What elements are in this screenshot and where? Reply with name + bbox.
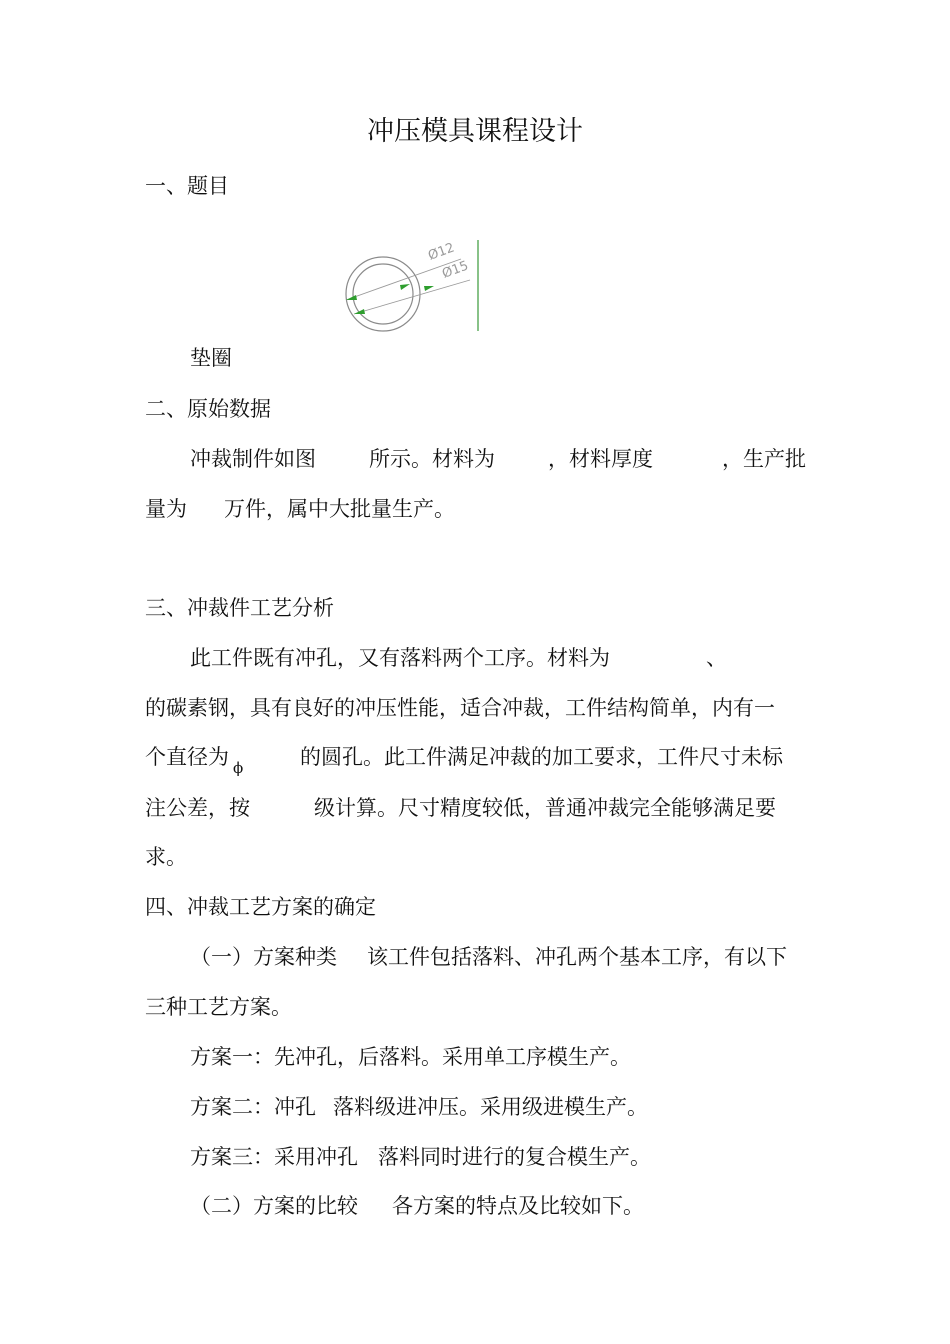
washer-figure xyxy=(338,234,488,338)
text-fragment: 落料级进冲压。采用级进模生产。 xyxy=(333,1095,648,1119)
section-1-heading: 一、题目 xyxy=(145,174,229,198)
text-fragment: 冲裁制件如图 xyxy=(190,447,316,471)
text-line: 的碳素钢，具有良好的冲压性能，适合冲裁，工件结构简单，内有一 xyxy=(145,696,775,720)
text-fragment: 量为 xyxy=(145,497,187,521)
section-3-heading: 三、冲裁件工艺分析 xyxy=(145,596,334,620)
text-fragment: 、 xyxy=(706,646,727,670)
plan-1: 方案一：先冲孔，后落料。采用单工序模生产。 xyxy=(190,1045,631,1069)
text-fragment: 万件，属中大批量生产。 xyxy=(224,497,455,521)
document-title: 冲压模具课程设计 xyxy=(367,116,583,147)
text-fragment: （一）方案种类 xyxy=(190,945,337,969)
text-fragment: （二）方案的比较 xyxy=(190,1194,358,1218)
text-fragment: 各方案的特点及比较如下。 xyxy=(392,1194,644,1218)
text-line: 求。 xyxy=(145,845,187,869)
text-fragment: 个直径为 xyxy=(145,745,229,769)
text-fragment: 该工件包括落料、冲孔两个基本工序，有以下 xyxy=(367,945,787,969)
arrow-icon xyxy=(424,286,434,291)
text-fragment: 注公差，按 xyxy=(145,796,250,820)
arrow-icon xyxy=(354,309,365,314)
text-fragment: 方案二：冲孔 xyxy=(190,1095,316,1119)
text-fragment: 方案三：采用冲孔 xyxy=(190,1145,358,1169)
arrow-icon xyxy=(400,284,410,290)
section-2-heading: 二、原始数据 xyxy=(145,397,271,421)
dim-inner-label: Ø12 xyxy=(426,240,457,264)
dim-outer-label: Ø15 xyxy=(440,258,471,282)
text-line: 三种工艺方案。 xyxy=(145,995,292,1019)
diameter-symbol: ϕ xyxy=(233,759,244,777)
text-fragment: ，生产批 xyxy=(722,447,806,471)
text-fragment: ，材料厚度 xyxy=(548,447,653,471)
part-name: 垫圈 xyxy=(190,346,232,370)
text-fragment: 级计算。尺寸精度较低，普通冲裁完全能够满足要 xyxy=(314,796,776,820)
section-4-heading: 四、冲裁工艺方案的确定 xyxy=(145,895,376,919)
text-fragment: 此工件既有冲孔，又有落料两个工序。材料为 xyxy=(190,646,610,670)
arrow-icon xyxy=(346,295,357,300)
text-fragment: 的圆孔。此工件满足冲裁的加工要求，工件尺寸未标 xyxy=(300,745,783,769)
text-fragment: 所示。材料为 xyxy=(369,447,495,471)
text-fragment: 落料同时进行的复合模生产。 xyxy=(378,1145,651,1169)
outer-circle xyxy=(346,257,420,331)
